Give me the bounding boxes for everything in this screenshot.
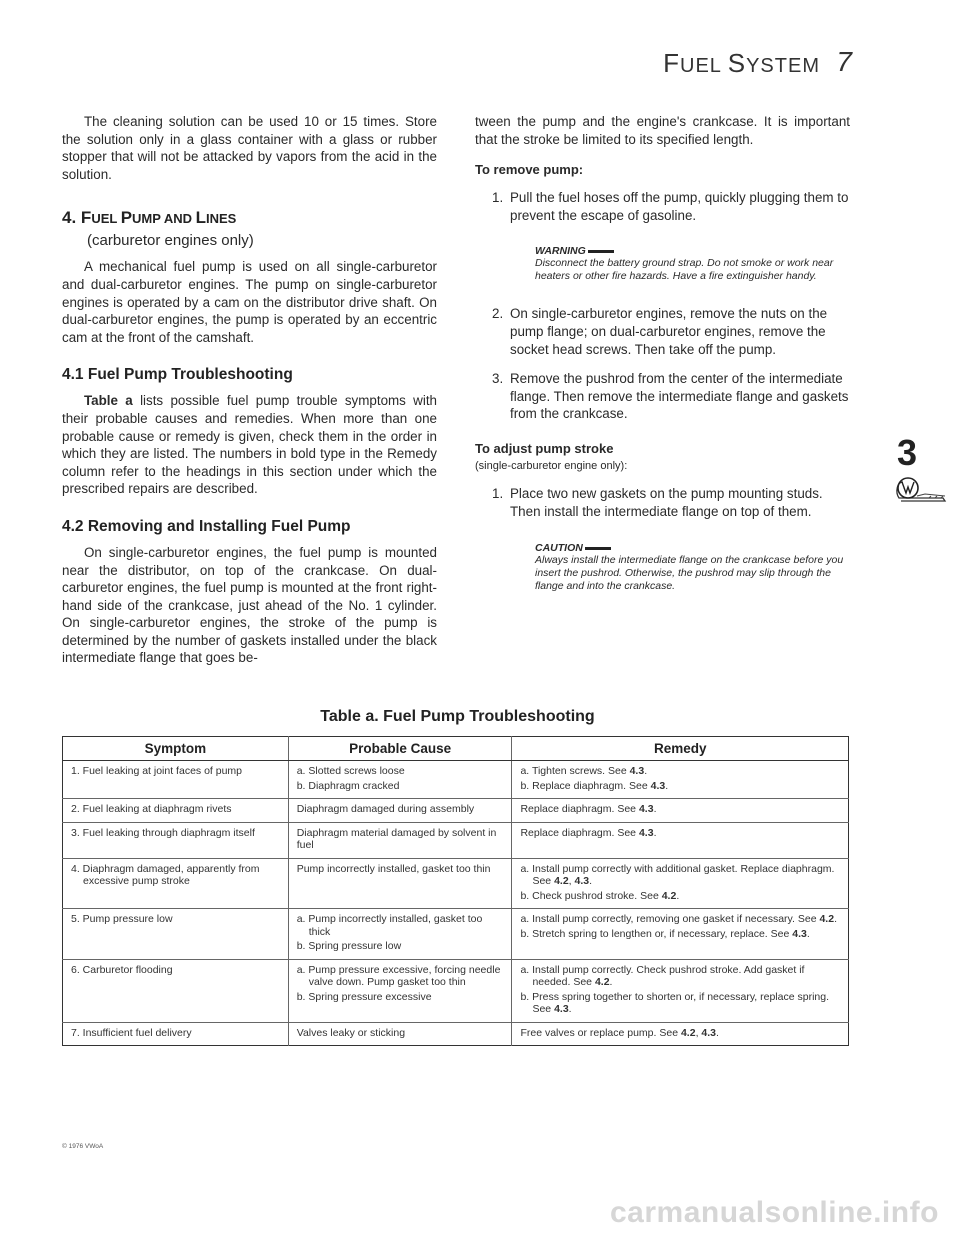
remedy-cell: Free valves or replace pump. See 4.2, 4.3. — [512, 1022, 849, 1046]
copyright-notice: © 1976 VWoA — [62, 1143, 104, 1150]
table-row — [63, 822, 849, 858]
remove-steps-list-continued — [475, 305, 850, 423]
table-row — [63, 761, 849, 799]
right-column — [475, 113, 850, 593]
chapter-tab-number: 3 — [897, 432, 918, 473]
symptom-cell: 6. Carburetor flooding — [63, 959, 289, 1022]
symptom-cell: 1. Fuel leaking at joint faces of pump — [63, 761, 289, 799]
remove-pump-heading: To remove pump: — [475, 162, 584, 178]
table-row — [63, 858, 849, 909]
column-header-remedy: Remedy — [512, 737, 849, 761]
table-row — [63, 1022, 849, 1046]
symptom-cell: 4. Diaphragm damaged, apparently from excessive pump stroke — [63, 858, 289, 909]
remove-step-3: 3. Remove the pushrod from the center of the intermediate flange. Then remove the intermediate flange and gaskets from the crankcase. — [492, 371, 849, 422]
remove-step-2: 2. On single-carburetor engines, remove the nuts on the pump flange; on dual-carburetor engines, remove the socket head screws. Then take off the pump. — [492, 306, 828, 357]
section-4-paragraph: A mechanical fuel pump is used on all single-carburetor and dual-carburetor engines. The pump on single-carburetor engines is operated by a cam on the distributor drive shaft. On dual-carburetor engines, the pump is operated by an eccentric cam at the front of the camshaft. — [62, 259, 437, 345]
left-column — [62, 113, 437, 667]
column-header-symptom: Symptom — [63, 737, 289, 761]
section-4-1-paragraph: Table a lists possible fuel pump trouble symptoms with their probable causes and remedies. When more than one probable cause or remedy is given, check them in the order in which they are listed. The numbers in bold type in the Remedy column refer to the headings in this section under which the prescribed repairs are described. — [62, 393, 437, 497]
warning-box — [475, 245, 850, 283]
cause-cell: Pump incorrectly installed, gasket too thin — [288, 858, 512, 909]
adjust-stroke-note: (single-carburetor engine only): — [475, 459, 628, 472]
intro-paragraph: The cleaning solution can be used 10 or 15 times. Store the solution only in a glass container with a glass or rubber stopper that will not be attacked by vapors from the acid in the solution. — [62, 114, 437, 182]
warning-text: Disconnect the battery ground strap. Do not smoke or work near heaters or other fire hazards. Have a fire extinguisher handy. — [535, 257, 834, 283]
remedy-cell: a. Install pump correctly. Check pushrod stroke. Add gasket if needed. See 4.2. b. Press spring together to shorten or, if necessary, replace spring. See 4.3. — [512, 959, 849, 1022]
continued-paragraph: tween the pump and the engine's crankcase. It is important that the stroke be limited to its specified length. — [475, 114, 850, 147]
cause-cell: a. Slotted screws loose b. Diaphragm cracked — [288, 761, 512, 799]
adjust-steps-list — [475, 485, 850, 520]
symptom-cell: 7. Insufficient fuel delivery — [71, 1026, 192, 1039]
warning-label: WARNING — [535, 245, 850, 257]
remedy-cell: Replace diaphragm. See 4.3. — [512, 822, 849, 858]
column-header-probable-cause: Probable Cause — [288, 737, 512, 761]
remedy-cell: a. Install pump correctly with additional gasket. Replace diaphragm. See 4.2, 4.3. b. Check pushrod stroke. See 4.2. — [512, 858, 849, 909]
section-4-2-heading: 4.2 Removing and Installing Fuel Pump — [62, 517, 351, 535]
symptom-cell: 2. Fuel leaking at diaphragm rivets — [63, 799, 289, 823]
table-row — [63, 799, 849, 823]
remove-steps-list — [475, 189, 850, 224]
remedy-cell: a. Install pump correctly, removing one gasket if necessary. See 4.2. b. Stretch spring to lengthen or, if necessary, replace. See 4.3. — [512, 909, 849, 960]
section-4-1-heading: 4.1 Fuel Pump Troubleshooting — [62, 366, 293, 384]
cause-cell: a. Pump pressure excessive, forcing needle valve down. Pump gasket too thin b. Spring pressure excessive — [288, 959, 512, 1022]
table-row — [63, 959, 849, 1022]
remove-step-1: 1. Pull the fuel hoses off the pump, quickly plugging them to prevent the escape of gasoline. — [492, 190, 849, 223]
symptom-cell: 3. Fuel leaking through diaphragm itself — [63, 822, 289, 858]
section-4-2-paragraph: On single-carburetor engines, the fuel pump is mounted near the distributor, on top of the crankcase. On dual-carburetor engines, the fuel pump is mounted at the front right-hand side of the crankcase, just ahead of the No. 1 cylinder. On single-carburetor engines, the stroke of the pump is determined by the number of gaskets installed under the black intermediate flange that goes be- — [62, 544, 437, 666]
remedy-cell: Replace diaphragm. See 4.3. — [512, 799, 849, 823]
cause-cell: Diaphragm material damaged by solvent in fuel — [288, 822, 512, 858]
caution-label: CAUTION — [535, 542, 850, 554]
symptom-cell: 5. Pump pressure low — [63, 909, 289, 960]
vw-logo-icon — [893, 474, 949, 513]
remedy-cell: a. Tighten screws. See 4.3. b. Replace diaphragm. See 4.3. — [512, 761, 849, 799]
site-watermark: carmanualsonline.info — [610, 1196, 939, 1229]
cause-cell: Diaphragm damaged during assembly — [288, 799, 512, 823]
cause-cell: Valves leaky or sticking — [288, 1022, 512, 1046]
page-number: 7 — [836, 46, 852, 77]
header-title: FUEL SYSTEM — [663, 48, 820, 78]
adjust-stroke-heading: To adjust pump stroke — [475, 440, 614, 456]
adjust-step-1: 1. Place two new gaskets on the pump mounting studs. Then install the intermediate flange on top of them. — [492, 485, 823, 519]
troubleshooting-table — [62, 736, 849, 1046]
table-title: Table a. Fuel Pump Troubleshooting — [320, 708, 595, 725]
caution-box — [475, 542, 850, 593]
table-reference: Table a — [84, 393, 133, 409]
cause-cell: a. Pump incorrectly installed, gasket too thick b. Spring pressure low — [288, 909, 512, 960]
section-4-heading: 4. FUEL PUMP AND LINES — [62, 208, 237, 228]
running-header — [663, 48, 820, 79]
caution-text: Always install the intermediate flange on the crankcase before you insert the pushrod. Otherwise, the pushrod may slip through the flange and into the crankcase. — [535, 554, 844, 593]
table-row — [63, 909, 849, 960]
section-4-subtitle: (carburetor engines only) — [87, 232, 254, 250]
